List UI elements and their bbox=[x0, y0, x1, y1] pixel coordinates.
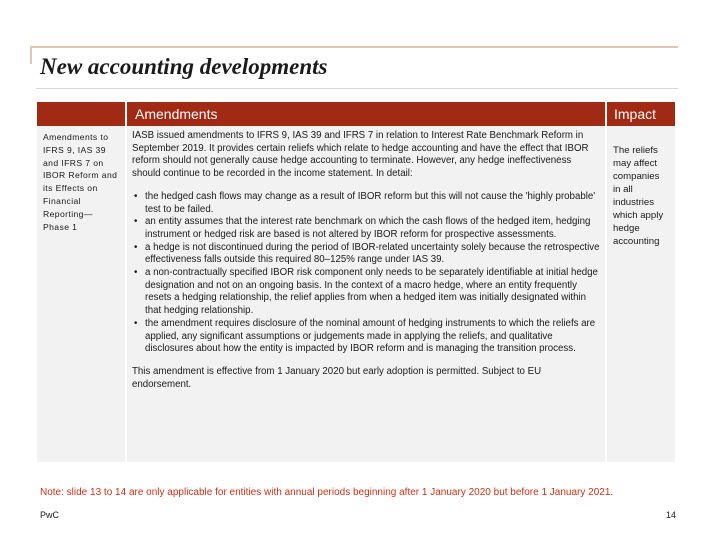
header-impact: Impact bbox=[607, 102, 675, 126]
bullet-icon: • bbox=[134, 241, 138, 253]
list-item-text: a hedge is not discontinued during the period of IBOR-related uncertainty solely because the retrospective effectiveness falls outside this required 80–125% range under IAS 39. bbox=[145, 241, 600, 266]
amendment-intro: IASB issued amendments to IFRS 9, IAS 39 and IFRS 7 in relation to Interest Rate Benchmark Reform in September 2019. It provides certain reliefs which relate to hedge accounting and have the effect that IBOR reform should not generally cause hedge accounting to terminate. However, any hedge ineffectiveness should continue to be recorded in the income statement. In detail: bbox=[132, 130, 589, 180]
list-item bbox=[132, 216, 600, 241]
header-amendments: Amendments bbox=[127, 102, 605, 126]
bullet-icon: • bbox=[134, 317, 138, 329]
bullet-icon: • bbox=[134, 190, 138, 202]
list-item bbox=[132, 318, 600, 356]
page-number: 14 bbox=[665, 510, 676, 520]
side-rule bbox=[30, 46, 32, 64]
impact-text: The reliefs may affect companies in all industries which apply hedge accounting bbox=[607, 126, 675, 462]
bullet-icon: • bbox=[134, 267, 138, 279]
brand-label: PwC bbox=[40, 510, 60, 520]
list-item bbox=[132, 242, 600, 267]
effective-date-text: This amendment is effective from 1 January 2020 but early adoption is permitted. Subject to EU endorsement. bbox=[132, 365, 542, 390]
header-blank bbox=[37, 102, 125, 126]
list-item bbox=[132, 191, 600, 216]
footer-note: Note: slide 13 to 14 are only applicable for entities with annual periods beginning after 1 January 2020 but before 1 January 2021. bbox=[40, 487, 614, 498]
list-item-text: the hedged cash flows may change as a result of IBOR reform but this will not cause the 'highly probable' test to be failed. bbox=[145, 190, 596, 215]
bullet-icon: • bbox=[134, 216, 138, 228]
list-item-text: the amendment requires disclosure of the nominal amount of hedging instruments to which the reliefs are applied, any significant assumptions or judgements made in applying the reliefs, and qualitative disclosures about how the entity is impacted by IBOR reform and is managing the transition process. bbox=[145, 317, 596, 355]
amendment-details bbox=[127, 126, 605, 462]
title-divider bbox=[36, 88, 678, 89]
slide-title: New accounting developments bbox=[40, 54, 328, 79]
top-rule bbox=[30, 46, 678, 48]
relief-list bbox=[132, 191, 600, 356]
list-item bbox=[132, 267, 600, 318]
list-item-text: an entity assumes that the interest rate benchmark on which the cash flows of the hedged item, hedging instrument or hedged risk are based is not altered by IBOR reform for prospective assessments. bbox=[145, 216, 591, 240]
row-label: Amendments to IFRS 9, IAS 39 and IFRS 7 on IBOR Reform and its Effects on Financial Reporting— Phase 1 bbox=[37, 126, 125, 462]
list-item-text: a non-contractually specified IBOR risk component only needs to be separately identifiable at initial hedge designation and not on an ongoing basis. In the context of a macro hedge, where an entity frequently resets a hedging relationship, the relief applies from when a hedged item was initially designated within that hedging relationship. bbox=[145, 267, 598, 317]
